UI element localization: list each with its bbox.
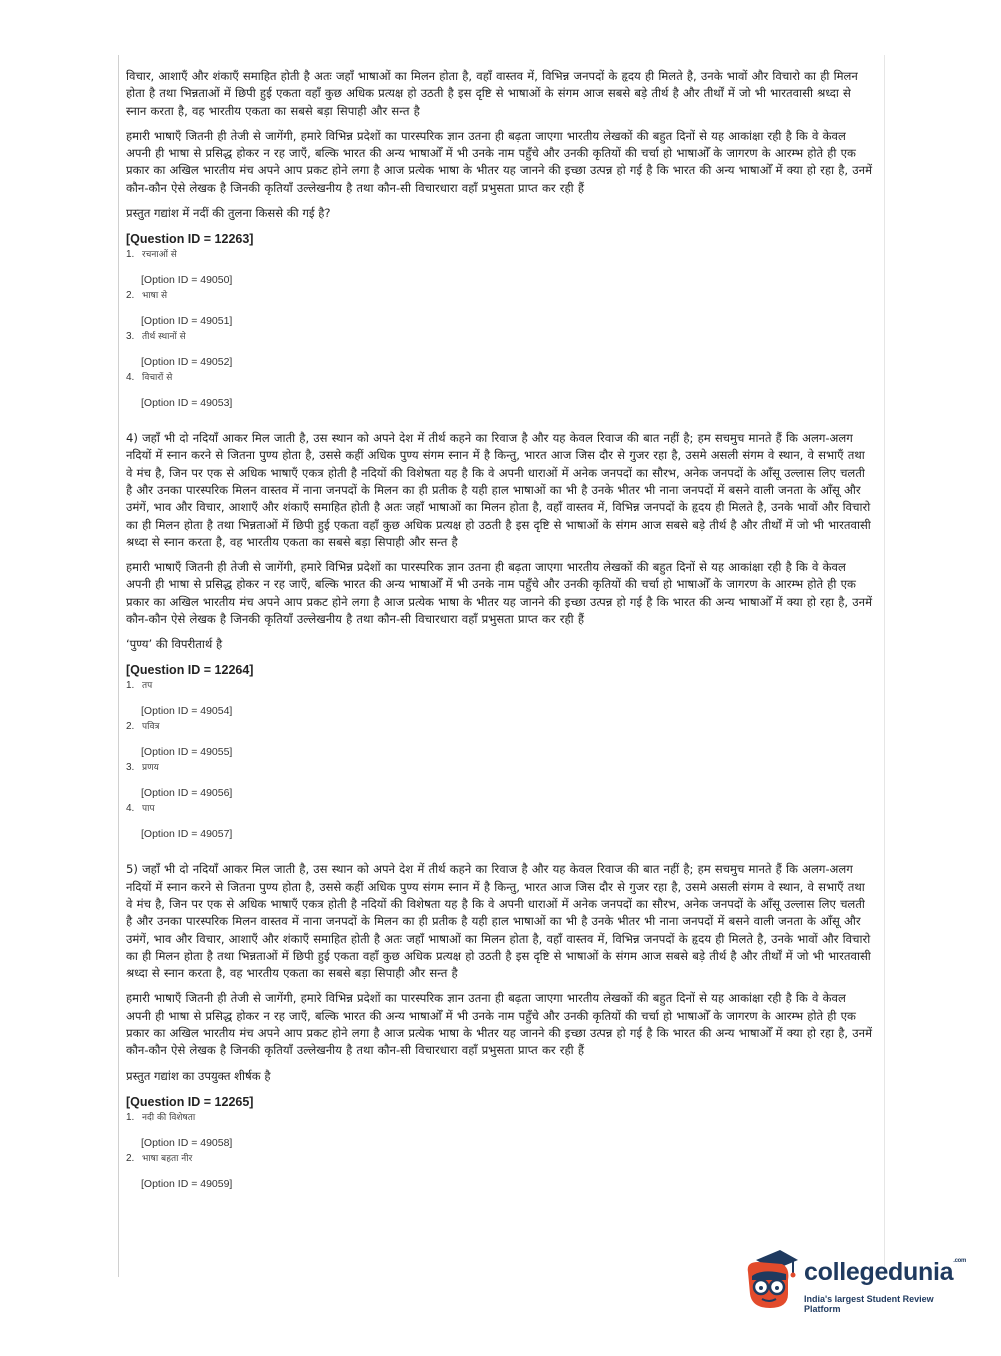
option-list <box>118 248 873 410</box>
question-id: [Question ID = 12263] <box>126 232 254 247</box>
option-id: [Option ID = 49051] <box>141 315 233 328</box>
passage-paragraph: 4) जहाँ भी दो नदियाँ आकर मिल जाती है, उस स्थान को अपने देश में तीर्थ कहने का रिवाज है और यह केवल रिवाज की बात नहीं है; हम सचमुच मानते हैं कि अलग-अलग नदियों में स्नान करने से जितना पुण्य होता है, उससे कहीं अधिक पुण्य संगम स्नान में है किन्तु, भारत आज जिस दौर से गुजर रहा है, उसमे असली संगम वे स्थान, वे सभाएँ तथा वे मंच है, जिन पर एक से अधिक भाषाएँ एकत्र होती है नदियों की विशेषता यह है कि वे अपनी धाराओं में अनेक जनपदों का सौरभ, अनेक जनपदों के आँसू उल्लास लिए चलती है और उनका पारस्परिक मिलन वास्तव में नाना जनपदों के मिलन का ही प्रतीक है यही हाल भाषाओं का भी है उनके भीतर भी नाना जनपदों में बसने वाली जनता के आँसू और उमंगें, भाव और विचार, आशाएँ और शंकाएँ समाहित होती है अतः जहाँ भाषाओं का मिलन होता है, वहाँ वास्तव में, विभिन्न जनपदों के हृदय ही मिलते है, उनके भावों और विचारो का ही मिलन होता है तथा भिन्नताओं में छिपी हुई एकता वहाँ कुछ अधिक प्रत्यक्ष हो उठती है इस दृष्टि से भाषाओं के संगम आज सबसे बड़े तीर्थ है और तीर्थों में जो भी भारतवासी श्रध्दा से स्नान करता है, वह भारतीय एकता का सबसे बड़ा सिपाही और सन्त है <box>126 431 871 549</box>
passage-paragraph: हमारी भाषाएँ जितनी ही तेजी से जागेंगी, हमारे विभिन्न प्रदेशों का पारस्परिक ज्ञान उतना ही बढ़ता जाएगा भारतीय लेखकों की बहुत दिनों से यह आकांक्षा रही है कि वे केवल अपनी ही भाषा से प्रसिद्ध होकर न रह जाएँ, बल्कि भारत की अन्य भाषाओँ में भी उनके नाम पहुँचे और उनकी कृतियों की चर्चा हो भाषाओँ के जागरण के आरम्भ होते ही एक प्रकार का अखिल भारतीय मंच अपने आप प्रकट होने लगा है आज प्रत्येक भाषा के भीतर यह जानने की इच्छा उत्पन्न हो गई है कि भारत की अन्य भाषाओँ में क्या हो रहा है, उनमें कौन-कौन ऐसे लेखक है जिनकी कृतियाँ उल्लेखनीय है तथा कौन-सी विचारधारा वहाँ प्रभुसता प्राप्त कर रही हैं <box>126 128 873 195</box>
question-text: प्रस्तुत गद्यांश में नदीं की तुलना किससे की गई है? <box>126 206 331 221</box>
question-id: [Question ID = 12265] <box>126 1094 254 1109</box>
logo-tagline: India's largest Student Review Platform <box>804 1294 934 1314</box>
document-page <box>118 68 873 1193</box>
option-item: 4. विचारों से <box>126 372 173 384</box>
logo-wordmark: collegedunia$^{.com}$ <box>804 1258 967 1286</box>
option-id: [Option ID = 49058] <box>141 1136 233 1149</box>
option-list <box>118 1111 873 1191</box>
option-item: 2. भाषा बहता नीर <box>126 1152 193 1164</box>
passage-paragraph: 5) जहाँ भी दो नदियाँ आकर मिल जाती है, उस स्थान को अपने देश में तीर्थ कहने का रिवाज है और यह केवल रिवाज की बात नहीं है; हम सचमुच मानते हैं कि अलग-अलग नदियों में स्नान करने से जितना पुण्य होता है, उससे कहीं अधिक पुण्य संगम स्नान में है किन्तु, भारत आज जिस दौर से गुजर रहा है, उसमे असली संगम वे स्थान, वे सभाएँ तथा वे मंच है, जिन पर एक से अधिक भाषाएँ एकत्र होती है नदियों की विशेषता यह है कि वे अपनी धाराओं में अनेक जनपदों का सौरभ, अनेक जनपदों के आँसू उल्लास लिए चलती है और उनका पारस्परिक मिलन वास्तव में नाना जनपदों के मिलन का ही प्रतीक है यही हाल भाषाओं का भी है उनके भीतर भी नाना जनपदों में बसने वाली जनता के आँसू और उमंगें, भाव और विचार, आशाएँ और शंकाएँ समाहित होती है अतः जहाँ भाषाओं का मिलन होता है, वहाँ वास्तव में, विभिन्न जनपदों के हृदय ही मिलते है, उनके भावों और विचारो का ही मिलन होता है तथा भिन्नताओं में छिपी हुई एकता वहाँ कुछ अधिक प्रत्यक्ष हो उठती है इस दृष्टि से भाषाओं के संगम आज सबसे बड़े तीर्थ है और तीर्थों में जो भी भारतवासी श्रध्दा से स्नान करता है, वह भारतीय एकता का सबसे बड़ा सिपाही और सन्त है <box>126 862 871 981</box>
option-item: 2. पवित्र <box>126 721 160 733</box>
mascot-icon <box>742 1250 800 1312</box>
option-id: [Option ID = 49057] <box>141 828 233 841</box>
option-item: 1. तप <box>126 680 153 692</box>
passage-paragraph: विचार, आशाएँ और शंकाएँ समाहित होती है अतः जहाँ भाषाओं का मिलन होता है, वहाँ वास्तव में, विभिन्न जनपदों के हृदय ही मिलते है, उनके भावों और विचारो का ही मिलन होता है तथा भिन्नताओं में छिपी हुई एकता वहाँ कुछ अधिक प्रत्यक्ष हो उठती है इस दृष्टि से भाषाओं के संगम आज सबसे बड़े तीर्थ है और तीर्थों में जो भी भारतवासी श्रध्दा से स्नान करता है, वह भारतीय एकता का सबसे बड़ा सिपाही और सन्त है <box>126 69 858 118</box>
passage-paragraph: हमारी भाषाएँ जितनी ही तेजी से जागेंगी, हमारे विभिन्न प्रदेशों का पारस्परिक ज्ञान उतना ही बढ़ता जाएगा भारतीय लेखकों की बहुत दिनों से यह आकांक्षा रही है कि वे केवल अपनी ही भाषा से प्रसिद्ध होकर न रह जाएँ, बल्कि भारत की अन्य भाषाओँ में भी उनके नाम पहुँचे और उनकी कृतियों की चर्चा हो भाषाओँ के जागरण के आरम्भ होते ही एक प्रकार का अखिल भारतीय मंच अपने आप प्रकट होने लगा है आज प्रत्येक भाषा के भीतर यह जानने की इच्छा उत्पन्न हो गई है कि भारत की अन्य भाषाओँ में क्या हो रहा है, उनमें कौन-कौन ऐसे लेखक है जिनकी कृतियाँ उल्लेखनीय है तथा कौन-सी विचारधारा वहाँ प्रभुसता प्राप्त कर रही हैं <box>126 560 873 627</box>
option-list <box>118 679 873 841</box>
question-id: [Question ID = 12264] <box>126 663 254 678</box>
option-id: [Option ID = 49054] <box>141 705 233 718</box>
question-3 <box>118 205 873 410</box>
question-5 <box>118 861 873 1190</box>
option-item: 1. नदी की विशेषता <box>126 1111 196 1123</box>
question-4 <box>118 430 873 841</box>
collegedunia-logo[interactable] <box>742 1246 972 1316</box>
option-item: 3. तीर्थ स्थानों से <box>126 331 186 343</box>
right-margin-rule <box>884 55 885 1277</box>
option-id: [Option ID = 49053] <box>141 397 233 410</box>
option-item: 3. प्रणय <box>126 762 159 774</box>
option-item: 1. रचनाओं से <box>126 249 177 261</box>
option-id: [Option ID = 49056] <box>141 787 233 800</box>
question-text: ‘पुण्य’ की विपरीतार्थ है <box>126 637 223 652</box>
question-text: प्रस्तुत गद्यांश का उपयुक्त शीर्षक है <box>126 1068 271 1083</box>
option-item: 2. भाषा से <box>126 290 168 302</box>
option-id: [Option ID = 49052] <box>141 356 233 369</box>
option-id: [Option ID = 49059] <box>141 1177 233 1190</box>
option-id: [Option ID = 49055] <box>141 746 233 759</box>
option-item: 4. पाप <box>126 803 155 815</box>
passage-paragraph: हमारी भाषाएँ जितनी ही तेजी से जागेंगी, हमारे विभिन्न प्रदेशों का पारस्परिक ज्ञान उतना ही बढ़ता जाएगा भारतीय लेखकों की बहुत दिनों से यह आकांक्षा रही है कि वे केवल अपनी ही भाषा से प्रसिद्ध होकर न रह जाएँ, बल्कि भारत की अन्य भाषाओँ में भी उनके नाम पहुँचे और उनकी कृतियों की चर्चा हो भाषाओँ के जागरण के आरम्भ होते ही एक प्रकार का अखिल भारतीय मंच अपने आप प्रकट होने लगा है आज प्रत्येक भाषा के भीतर यह जानने की इच्छा उत्पन्न हो गई है कि भारत की अन्य भाषाओँ में क्या हो रहा है, उनमें कौन-कौन ऐसे लेखक है जिनकी कृतियाँ उल्लेखनीय है तथा कौन-सी विचारधारा वहाँ प्रभुसता प्राप्त कर रही हैं <box>126 991 873 1058</box>
option-id: [Option ID = 49050] <box>141 274 233 287</box>
